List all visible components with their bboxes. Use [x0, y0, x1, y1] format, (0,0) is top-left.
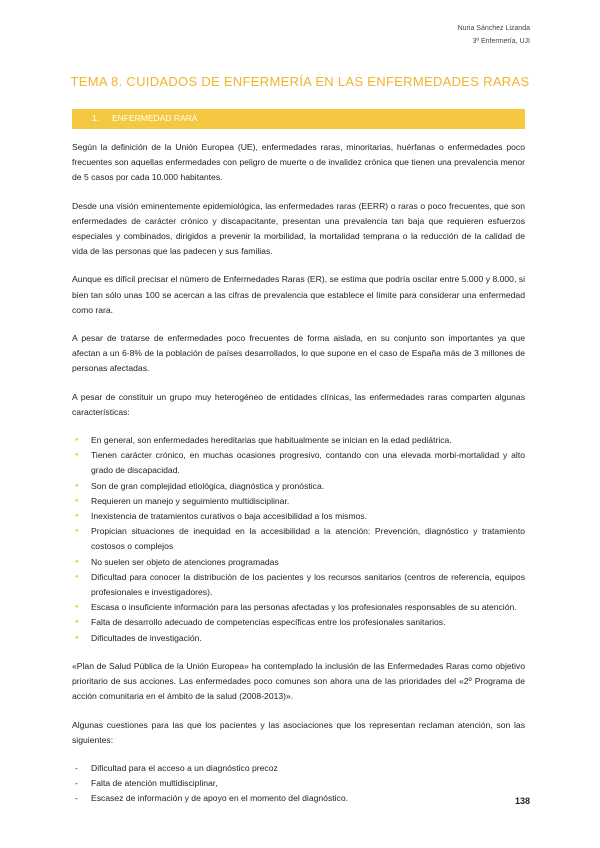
page-number: 138 — [514, 796, 530, 806]
header-course: 3º Enfermería, UJI — [472, 38, 530, 45]
section-number: 1. — [92, 113, 100, 123]
paragraph-definition: Según la definición de la Unión Europea (UE), enfermedades raras, minoritarias, huérfanas o enfermedades poco frecuentes son aquellas enfermedades con peligro de muerte o de invalidez crónica que tienen una prevalencia menor de 5 casos por cada 10.000 habitantes. — [72, 142, 525, 183]
list-item: - Escasez de información y de apoyo en el momento del diagnóstico. — [72, 791, 525, 806]
list-item: - Dificultad para el acceso a un diagnóstico precoz — [72, 761, 525, 776]
paragraph-characteristics-intro: A pesar de constituir un grupo muy heterogéneo de entidades clínicas, las enfermedades raras comparten algunas características: — [72, 391, 525, 417]
issues-list — [72, 761, 525, 807]
list-item: ● Tienen carácter crónico, en muchas ocasiones progresivo, contando con una elevada morbi-mortalidad y alto grado de discapacidad. — [72, 448, 525, 478]
page-header — [458, 22, 530, 48]
document-title: TEMA 8. CUIDADOS DE ENFERMERÍA EN LAS ENFERMEDADES RARAS — [70, 74, 530, 89]
paragraph-count: Aunque es difícil precisar el número de Enfermedades Raras (ER), se estima que podría oscilar entre 5.000 y 8.000, si bien tan sólo unas 100 se acercan a las cifras de prevalencia que establece el límite para considerar una enfermedad como rara. — [72, 274, 525, 315]
paragraph-prevalence: A pesar de tratarse de enfermedades poco frecuentes de forma aislada, en su conjunto son importantes ya que afectan a un 6-8% de la población de países desarrollados, lo que supone en el caso de España más de 3 millones de personas afectadas. — [72, 333, 525, 374]
document-body — [72, 140, 525, 807]
list-item: ● Dificultades de investigación. — [72, 631, 525, 646]
list-item: ● Dificultad para conocer la distribución de los pacientes y los recursos sanitarios (centros de referencia, equipos profesionales e investigadores). — [72, 570, 525, 600]
section-heading-band — [72, 109, 525, 129]
paragraph-epidemiology: Desde una visión eminentemente epidemiológica, las enfermedades raras (EERR) o raras o poco frecuentes, que son enfermedades de carácter crónico y discapacitante, presentan una prevalencia tan baja que requieren esfuerzos especiales y combinados, dirigidos a prevenir la morbilidad, la mortalidad temprana o la reducción de la calidad de vida de las personas que las padecen y sus familias. — [72, 200, 525, 257]
characteristics-list — [72, 433, 525, 646]
list-item: ● Falta de desarrollo adecuado de competencias específicas entre los profesionales sanitarios. — [72, 615, 525, 630]
list-item: ● En general, son enfermedades hereditarias que habitualmente se inician en la edad pediátrica. — [72, 433, 525, 448]
paragraph-eu-plan: «Plan de Salud Pública de la Unión Europea» ha contemplado la inclusión de las Enfermedades Raras como objetivo prioritario de sus acciones. Las enfermedades poco comunes son ahora una de las prioridades del «2º Programa de acción comunitaria en el ámbito de la salud (2008-2013)». — [72, 660, 525, 702]
list-item: ● Propician situaciones de inequidad en la accesibilidad a la atención: Prevención, diagnóstico y tratamiento costosos o complejos — [72, 524, 525, 554]
paragraph-issues-intro: Algunas cuestiones para las que los pacientes y las asociaciones que los representan reclaman atención, son las siguientes: — [72, 719, 525, 745]
list-item: - Falta de atención multidisciplinar, — [72, 776, 525, 791]
section-label: ENFERMEDAD RARA — [112, 113, 198, 123]
list-item: ● Inexistencia de tratamientos curativos o baja accesibilidad a los mismos. — [72, 509, 525, 524]
list-item: ● Escasa o insuficiente información para las personas afectadas y los profesionales responsables de su atención. — [72, 600, 525, 615]
header-author: Nuria Sánchez Lizanda — [457, 25, 530, 32]
list-item: ● No suelen ser objeto de atenciones programadas — [72, 555, 525, 570]
list-item: ● Son de gran complejidad etiológica, diagnóstica y pronóstica. — [72, 479, 525, 494]
list-item: ● Requieren un manejo y seguimiento multidisciplinar. — [72, 494, 525, 509]
